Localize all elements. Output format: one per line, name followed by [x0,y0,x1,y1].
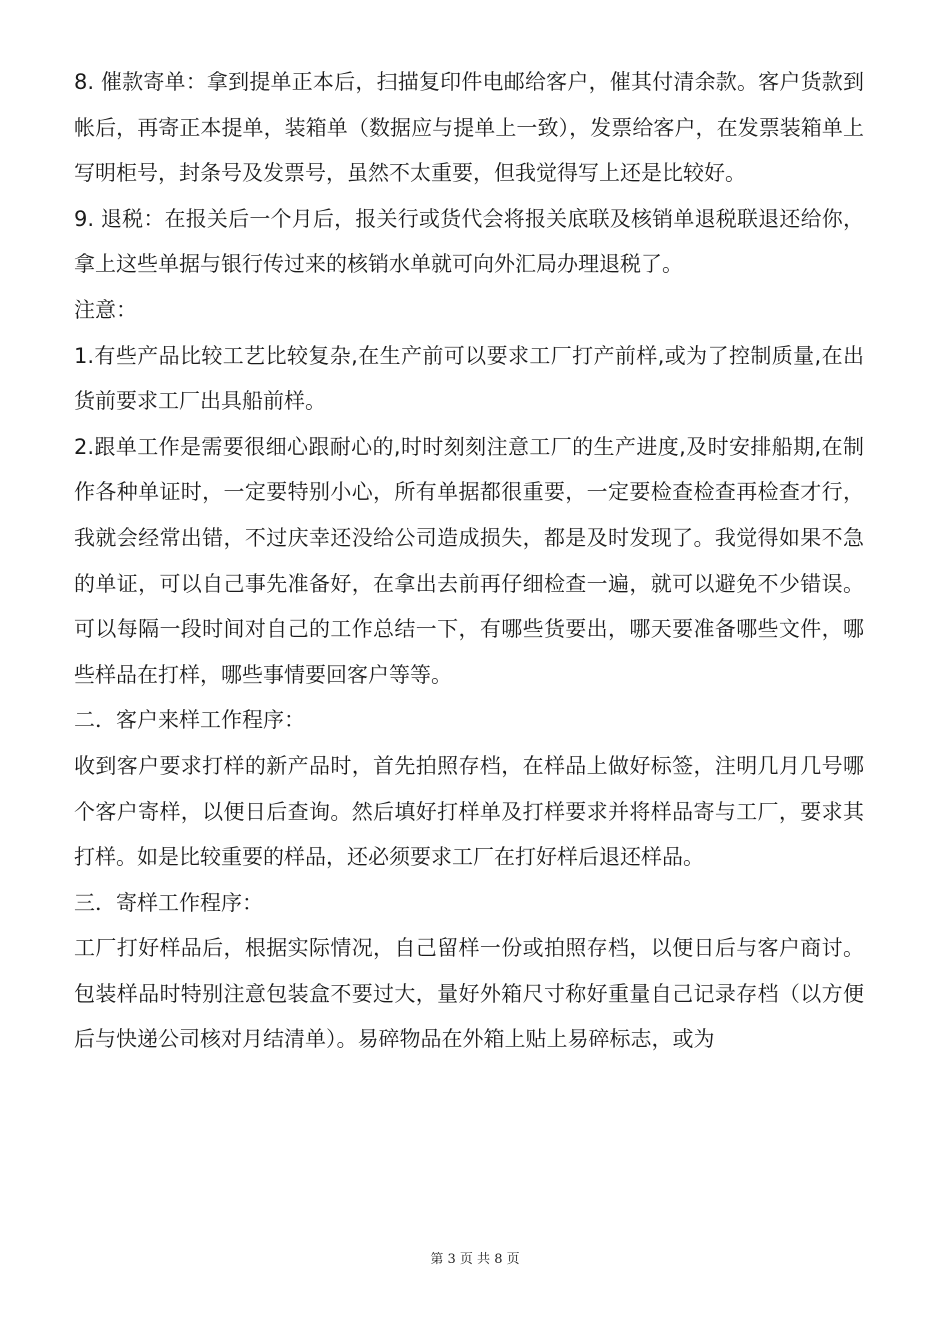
paragraph-tax-refund: 9. 退税：在报关后一个月后，报关行或货代会将报关底联及核销单退税联退还给你，拿上这些单据与银行传过来的核销水单就可向外汇局办理退税了。 [74,206,864,277]
note-item-1: 1.有些产品比较工艺比较复杂,在生产前可以要求工厂打产前样,或为了控制质量,在出货前要求工厂出具船前样。 [74,343,864,414]
section-heading-sending-samples: 三．寄样工作程序： [74,890,263,915]
note-item-2: 2.跟单工作是需要很细心跟耐心的,时时刻刻注意工厂的生产进度,及时安排船期,在制作各种单证时，一定要特别小心，所有单据都很重要，一定要检查检查再检查才行，我就会经常出错，不过庆幸还没给公司造成损失，都是及时发现了。我觉得如果不急的单证，可以自己事先准备好，在拿出去前再仔细检查一遍，就可以避免不少错误。可以每隔一段时间对自己的工作总结一下，有哪些货要出，哪天要准备哪些文件，哪些样品在打样，哪些事情要回客户等等。 [74,434,864,687]
paragraph-customer-samples: 收到客户要求打样的新产品时，首先拍照存档，在样品上做好标签，注明几月几号哪个客户寄样，以便日后查询。然后填好打样单及打样要求并将样品寄与工厂，要求其打样。如是比较重要的样品，还必须要求工厂在打好样后退还样品。 [74,753,864,870]
section-heading-customer-samples: 二．客户来样工作程序： [74,708,305,733]
paragraph-collection-documents: 8. 催款寄单：拿到提单正本后，扫描复印件电邮给客户，催其付清余款。客户货款到帐后，再寄正本提单，装箱单（数据应与提单上一致），发票给客户，在发票装箱单上写明柜号，封条号及发票号，虽然不太重要，但我觉得写上还是比较好。 [74,70,864,186]
document-body [74,60,864,1063]
paragraph-sending-samples: 工厂打好样品后，根据实际情况，自己留样一份或拍照存档，以便日后与客户商讨。包装样品时特别注意包装盒不要过大，量好外箱尺寸称好重量自己记录存档（以方便后与快递公司核对月结清单）。易碎物品在外箱上贴上易碎标志，或为 [74,936,864,1052]
notes-heading: 注意： [74,297,137,322]
page-footer: 第 3 页 共 8 页 [430,1252,520,1267]
